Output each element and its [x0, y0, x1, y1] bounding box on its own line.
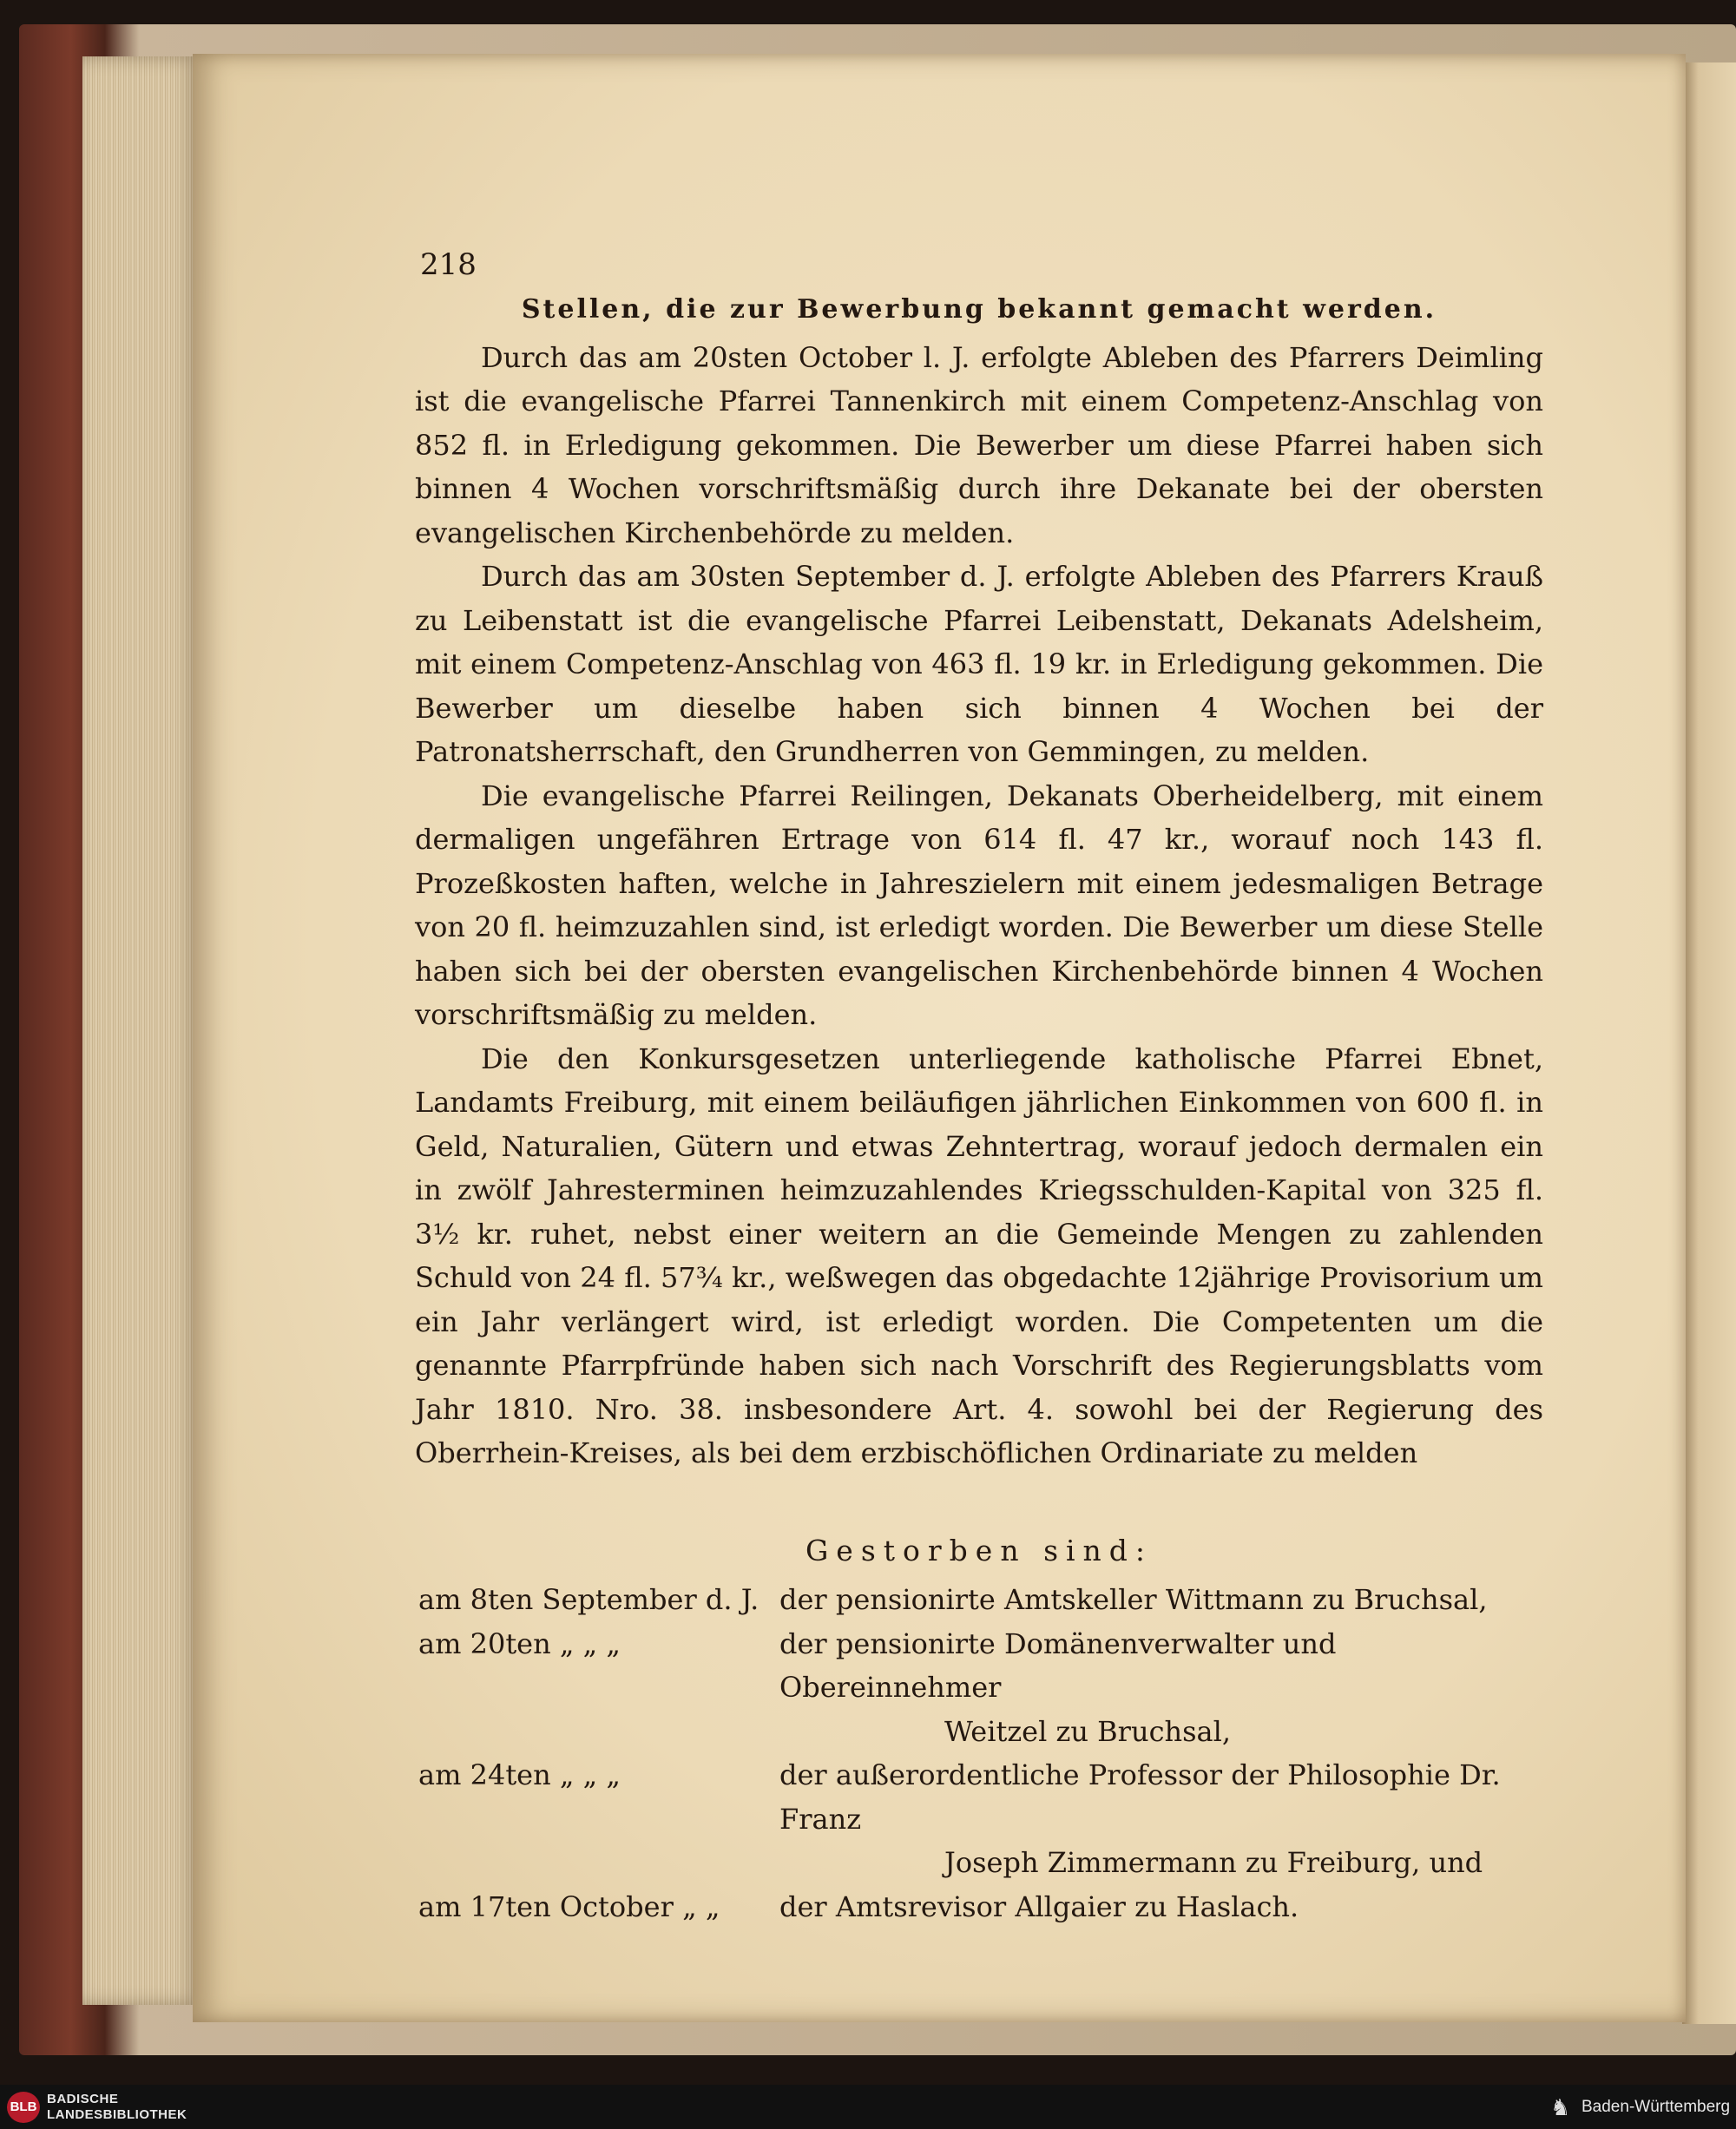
death-date: am 24ten „ „ „: [418, 1758, 621, 1791]
death-entry: [415, 1885, 1543, 1929]
paragraph-ebnet: Die den Konkursgesetzen unterliegende katholische Pfarrei Ebnet, Landamts Freiburg, mit einem beiläufigen jährlichen Einkommen von 600 fl. in Geld, Naturalien, Gütern und etwas Zehntertrag, worauf jedoch dermalen ein in zwölf Jahresterminen heimzuzahlendes Kriegsschulden-Kapital von 325 fl. 3½ kr. ruhet, nebst einer weitern an die Gemeinde Mengen zu zahlenden Schuld von 24 fl. 57¾ kr., weßwegen das obgedachte 12jährige Provisorium um ein Jahr verlängert wird, ist erledigt worden. Die Competenten um die genannte Pfarrpfründe haben sich nach Vorschrift des Regierungsblatts vom Jahr 1810. Nro. 38. insbesondere Art. 4. sowohl bei der Regierung des Oberrhein-Kreises, als bei dem erzbischöflichen Ordinariate zu melden: [415, 1042, 1543, 1469]
death-text: der außerordentliche Professor der Philosophie Dr. Franz: [779, 1758, 1501, 1836]
death-date: am 20ten „ „ „: [418, 1626, 621, 1660]
death-date: am 8ten September d. J.: [418, 1583, 760, 1616]
library-name[interactable]: [47, 2092, 187, 2123]
page-edges: [82, 56, 200, 2005]
death-entry: [415, 1753, 1543, 1841]
paragraph-leibenstatt: Durch das am 30sten September d. J. erfolgte Ableben des Pfarrers Krauß zu Leibenstatt ist die evangelische Pfarrei Leibenstatt, Dekanats Adelsheim, mit einem Competenz-Anschlag von 463 fl. 19 kr. in Erledigung gekommen. Die Bewerber um dieselbe haben sich binnen 4 Wochen bei der Patronatsherrschaft, den Grundherren von Gemmingen, zu melden.: [415, 560, 1543, 768]
blb-logo[interactable]: BLB: [7, 2092, 40, 2123]
death-entry-continuation: [415, 1710, 1543, 1754]
death-date: [415, 1710, 779, 1754]
paragraph-tannenkirch: Durch das am 20sten October l. J. erfolgte Ableben des Pfarrers Deimling ist die evangelische Pfarrei Tannenkirch mit einem Competenz-Anschlag von 852 fl. in Erledigung gekommen. Die Bewerber um diese Pfarrei haben sich binnen 4 Wochen vorschriftsmäßig durch ihre Dekanate bei der obersten evangelischen Kirchenbehörde zu melden.: [415, 340, 1543, 549]
section-heading: Stellen, die zur Bewerbung bekannt gemacht werden.: [521, 294, 1437, 325]
death-text: der pensionirte Domänenverwalter und Obereinnehmer: [779, 1626, 1337, 1704]
facing-page-edge: [1682, 62, 1736, 2024]
state-name[interactable]: Baden-Württemberg: [1581, 2098, 1731, 2116]
death-text: Joseph Zimmermann zu Freiburg, und: [944, 1846, 1483, 1879]
paragraph-reilingen: Die evangelische Pfarrei Reilingen, Dekanats Oberheidelberg, mit einem dermaligen ungefähren Ertrage von 614 fl. 47 kr., worauf noch 143 fl. Prozeßkosten haften, welche in Jahreszielern mit einem jedesmaligen Betrage von 20 fl. heimzuzahlen sind, ist erledigt worden. Die Bewerber um diese Stelle haben sich bei der obersten evangelischen Kirchenbehörde binnen 4 Wochen vorschriftsmäßig zu melden.: [415, 779, 1543, 1031]
death-date: [415, 1841, 779, 1885]
deaths-heading: Gestorben sind:: [805, 1533, 1154, 1567]
page-text: [415, 247, 1543, 1929]
death-text: der pensionirte Amtskeller Wittmann zu Bruchsal,: [779, 1583, 1488, 1616]
baden-wuerttemberg-lions-icon: ♞: [1550, 2094, 1571, 2120]
page-number: 218: [420, 247, 477, 282]
death-entry: [415, 1622, 1543, 1710]
death-entry: [415, 1578, 1543, 1622]
library-name-line1: BADISCHE: [47, 2092, 119, 2106]
death-text: Weitzel zu Bruchsal,: [944, 1714, 1232, 1748]
death-date: am 17ten October „ „: [418, 1889, 720, 1923]
footer-bar: [0, 2085, 1736, 2129]
death-entry-continuation: [415, 1841, 1543, 1885]
library-name-line2: LANDESBIBLIOTHEK: [47, 2107, 187, 2122]
death-text: der Amtsrevisor Allgaier zu Haslach.: [779, 1889, 1299, 1923]
